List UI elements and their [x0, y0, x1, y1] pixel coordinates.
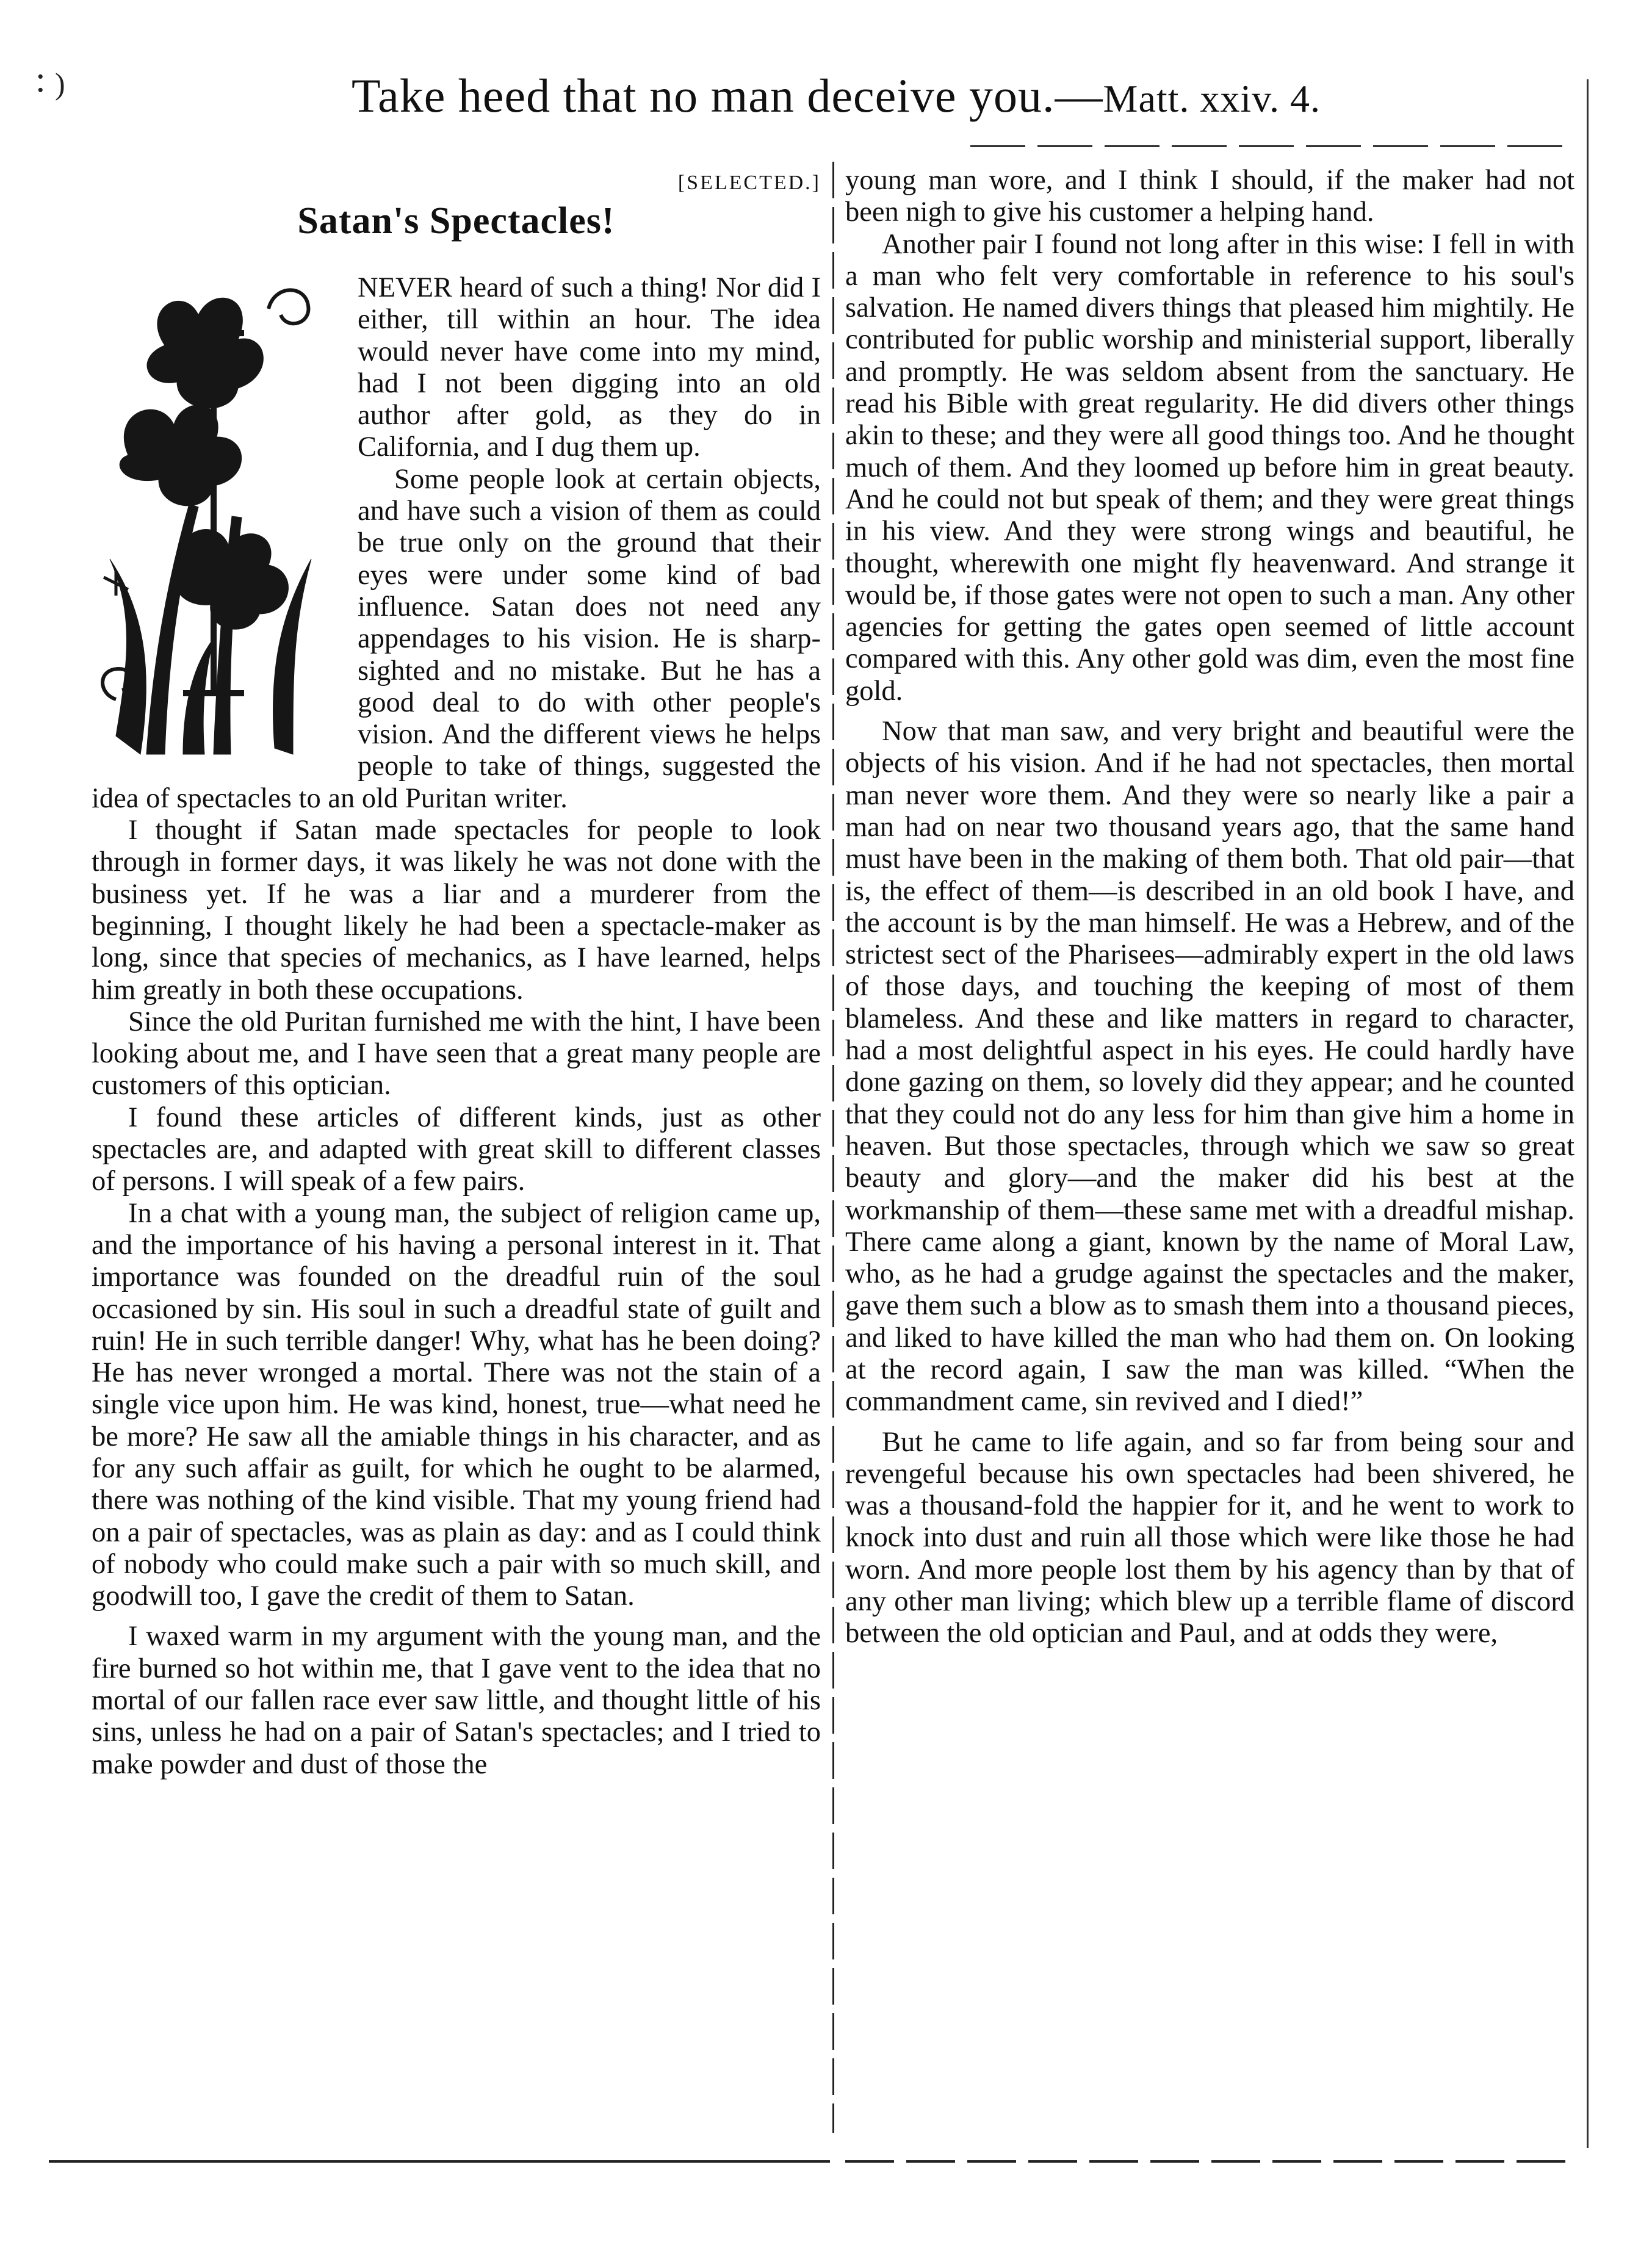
paragraph: But he came to life again, and so far from being sour and revengeful because his own spectacles had been shivered, he was a thousand-fold the happier for it, and he went to work to knock into dust and ruin all those which were like those he had worn. And more people lost them by his agency than by that of any other man living; which blew up a terrible flame of discord between the old optician and Paul, and at odds they were, [845, 1426, 1574, 1649]
margin-mark: : [35, 59, 46, 99]
iris-flower-initial-icon [92, 272, 342, 755]
margin-mark: ) [55, 67, 65, 101]
paragraph: Since the old Puritan furnished me with the hint, I have been looking about me, and I have seen that a great many people are customers of this optician. [92, 1006, 821, 1101]
source-label: [SELECTED.] [677, 171, 821, 194]
top-divider [970, 145, 1574, 147]
paragraph: I found these articles of different kinds, just as other spectacles are, and adapted with great skill to different classes of persons. I will speak of a few pairs. [92, 1101, 821, 1197]
paragraph: Another pair I found not long after in this wise: I fell in with a man who felt very comfortable in reference to his soul's salvation. He named divers things that pleased him mightily. He contributed for public worship and ministerial support, liberally and promptly. He was seldom absent from the sanctuary. He read his Bible with great regularity. He did divers other things akin to these; and they were all good things too. And he thought much of them. And they loomed up before him in great beauty. And he could not but speak of them; and they were great things in his view. And they were strong wings and beautiful, he thought, wherewith one might fly heavenward. And strange it would be, if those gates were not open to such a man. Any other agencies for getting the gates open seemed of little account compared with this. Any other gold was dim, even the most fine gold. [845, 228, 1574, 707]
drop-cap-illustration [92, 272, 342, 755]
column-divider [832, 162, 834, 2133]
paragraph: In a chat with a young man, the subject of religion came up, and the importance of his having a personal interest in it. That importance was founded on the dreadful ruin of the soul occasioned by sin. His soul in such a dreadful state of guilt and ruin! He in such terrible danger! Why, what has he been doing? He has never wronged a mortal. There was not the stain of a single vice upon him. He was kind, honest, true—what need he be more? He saw all the amiable things in his character, and as for any such affair as guilt, for which he ought to be alarmed, there was nothing of the kind visible. That my young friend had on a pair of spectacles, was as plain as day: and as I could think of nobody who could make such a pair with so much skill, and goodwill too, I gave the credit of them to Satan. [92, 1197, 821, 1612]
paragraph: Some people look at certain objects, and have such a vision of them as could be true only on the ground that their eyes were under some kind of bad influence. Satan does not need any appendages to his vision. He is sharp-sighted and no mistake. But he has a good deal to do with other people's vision. And the different views he helps people to take of things, suggested the idea of spectacles to an old Puritan writer. [92, 463, 821, 814]
article-title: Satan's Spectacles! [297, 200, 615, 242]
bottom-divider [845, 2160, 1574, 2163]
header-text: Take heed that no man deceive you.— [351, 69, 1103, 122]
paragraph: I thought if Satan made spectacles for people to look through in former days, it was likely he was not done with the business yet. If he was a liar and a murderer from the beginning, I thought likely he had been a spectacle-maker as long, since that species of mechanics, as I have learned, helps him greatly in both these occupations. [92, 815, 821, 1006]
right-column [845, 165, 1574, 2142]
right-border [1587, 79, 1589, 2148]
left-column [92, 165, 821, 2142]
paragraph: NEVER heard of such a thing! Nor did I either, till within an hour. The idea would never have come into my mind, had I not been digging into an old author after gold, as they do in California, and I dug them up. [358, 272, 821, 463]
page-header [256, 68, 1416, 123]
paragraph: Now that man saw, and very bright and beautiful were the objects of his vision. And if he had not spectacles, then mortal man never wore them. And they were so nearly like a pair a man had on near two thousand years ago, that the same hand must have been in the making of them both. That old pair—that is, the effect of them—is described in an old book I have, and the account is by the man himself. He was a Hebrew, and of the strictest sect of the Pharisees—admirably expert in the old laws of those days, and touching the keeping of most of them blameless. And these and like matters in regard to character, had a most delightful aspect in his eyes. He could hardly have done gazing on them, so lovely did they appear; and he counted that they could not do any less for him than give him a home in heaven. But those spectacles, through which we saw so great beauty and glory—and the maker did his best at the workmanship of them—these same met with a dreadful mishap. There came along a giant, known by the name of Moral Law, who, as he had a grudge against the spectacles and the maker, gave them such a blow as to smash them into a thousand pieces, and liked to have killed the man who had them on. On looking at the record again, I saw the man was killed. “When the commandment came, sin revived and I died!” [845, 716, 1574, 1418]
bottom-divider [49, 2160, 830, 2163]
paragraph: young man wore, and I think I should, if the maker had not been nigh to give his customer a helping hand. [845, 165, 1574, 228]
header-reference: Matt. xxiv. 4. [1103, 77, 1321, 120]
paragraph: I waxed warm in my argument with the young man, and the fire burned so hot within me, that I gave vent to the idea that no mortal of our fallen race ever saw little, and thought little of his sins, unless he had on a pair of Satan's spectacles; and I tried to make powder and dust of those the [92, 1621, 821, 1780]
